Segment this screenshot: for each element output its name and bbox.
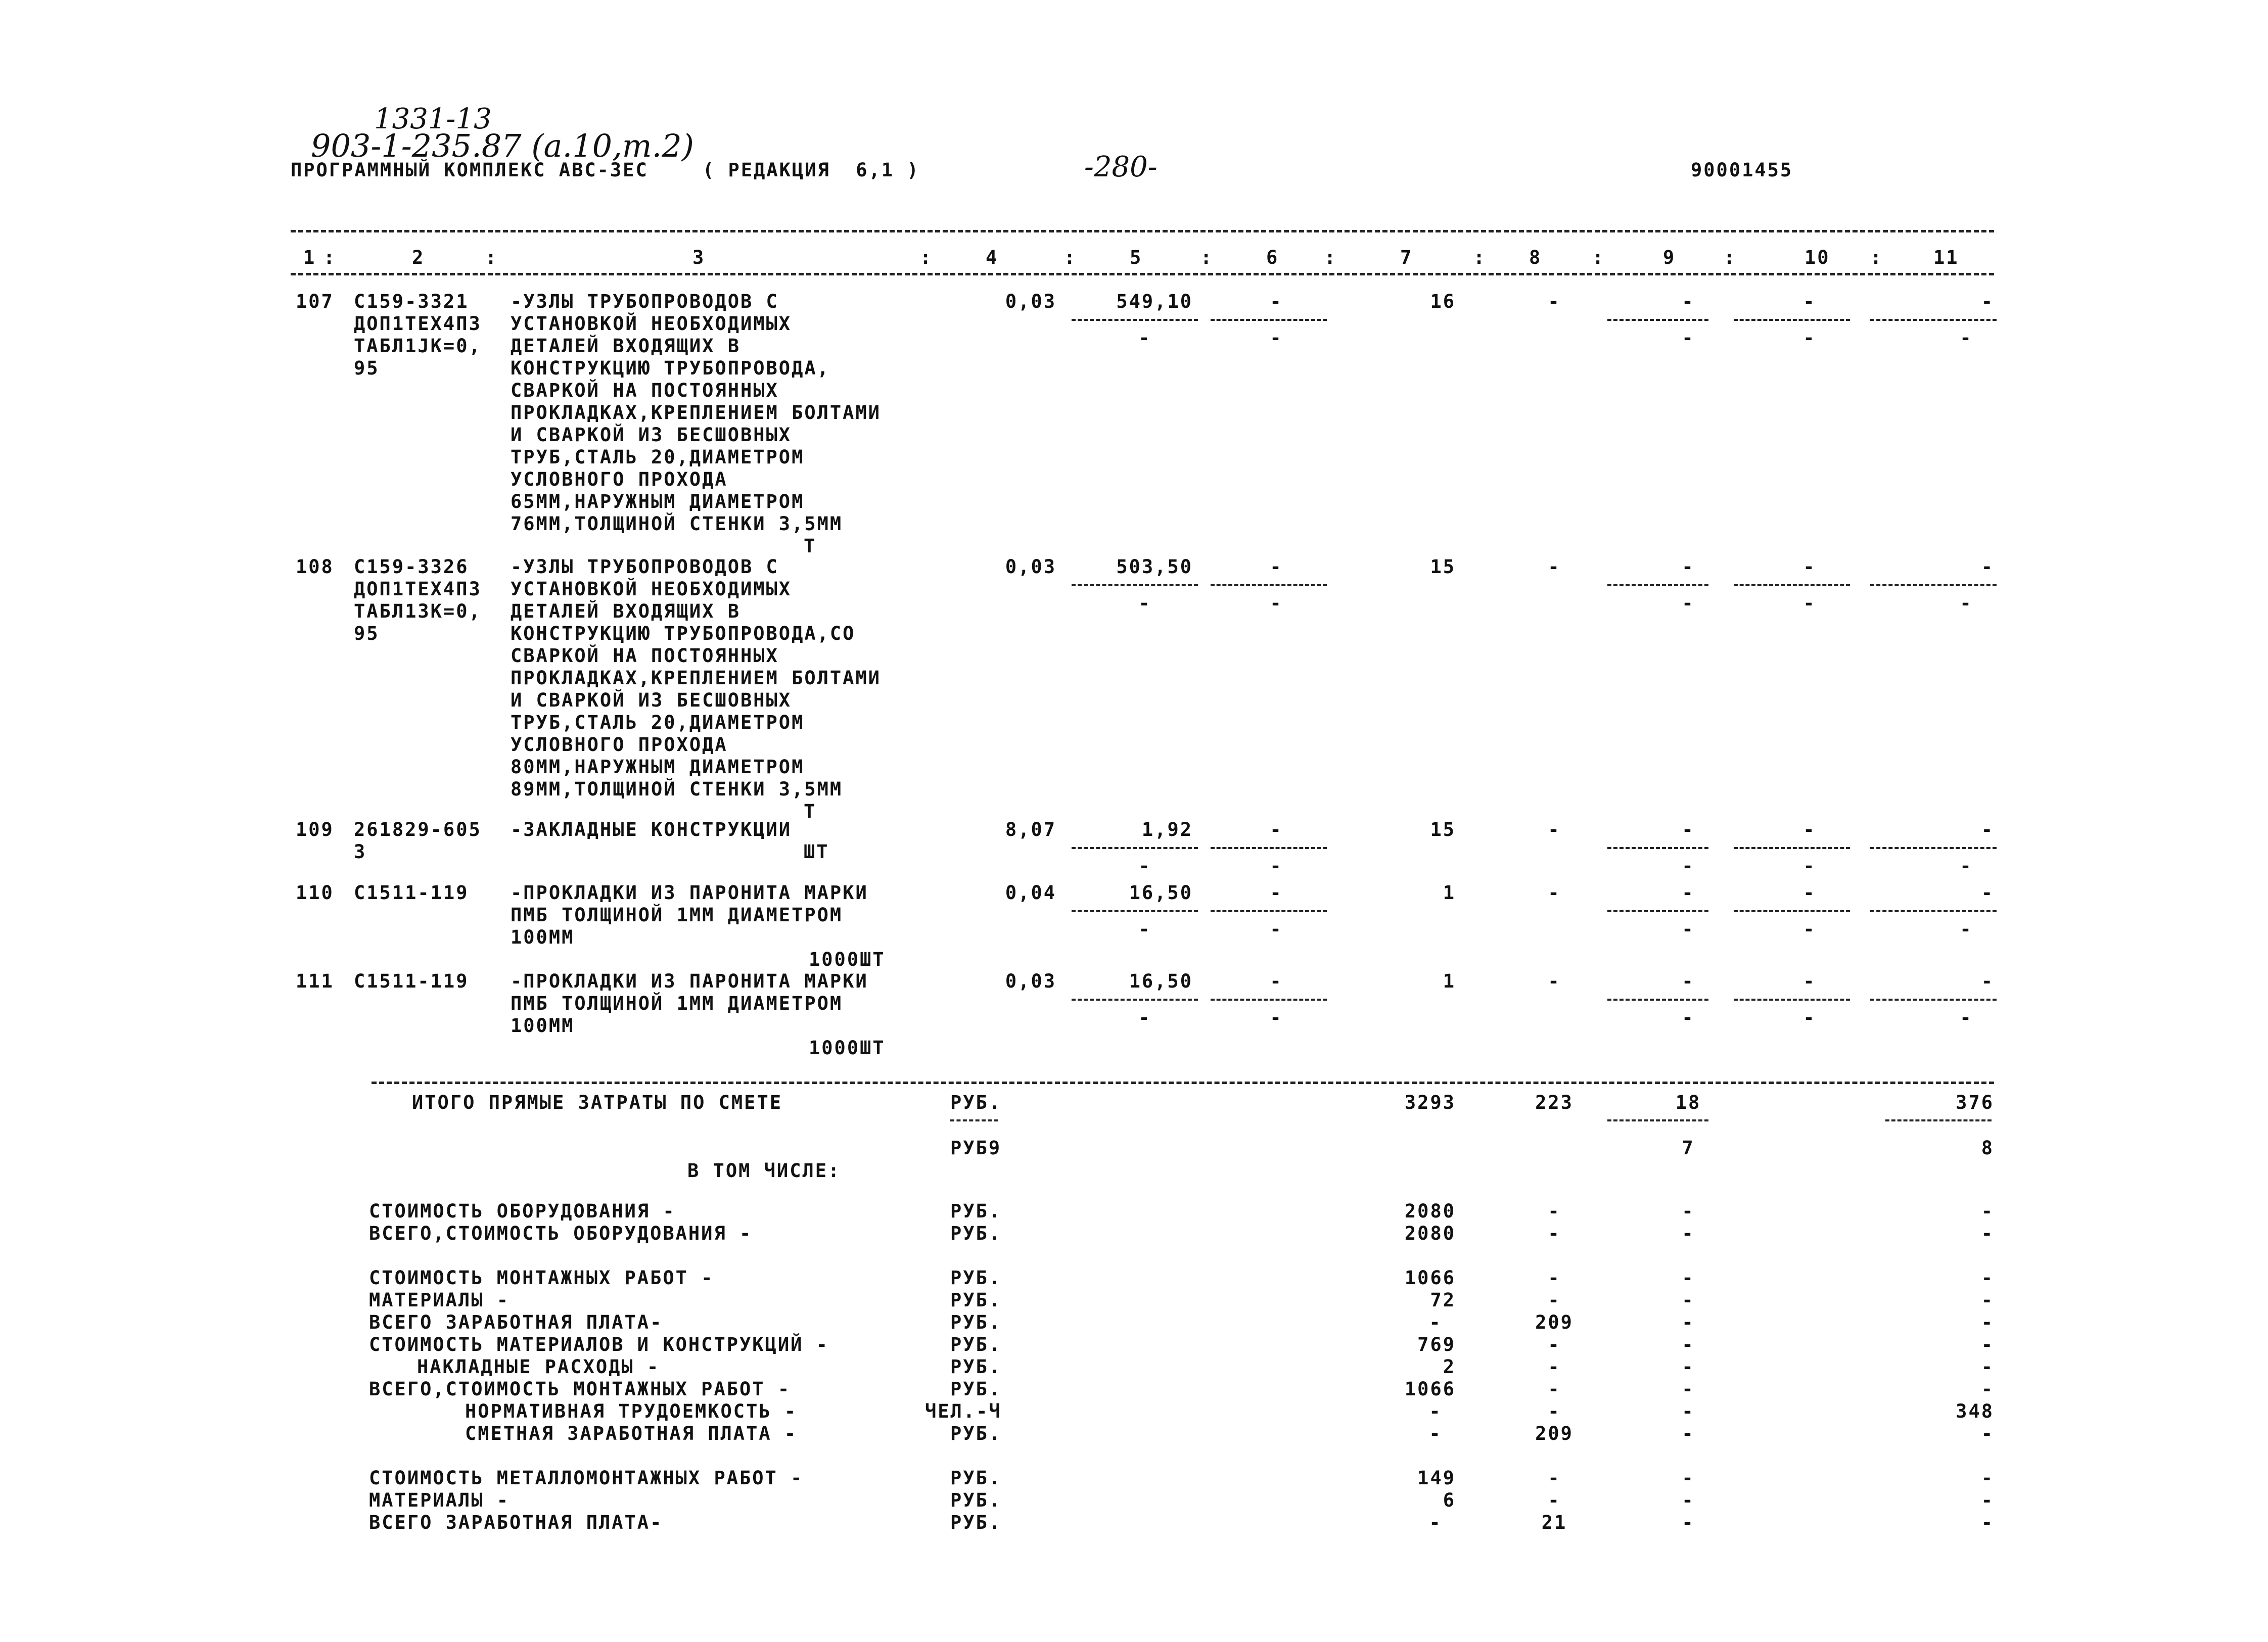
item-description: -ПРОКЛАДКИ ИЗ ПАРОНИТА МАРКИ bbox=[511, 882, 868, 904]
summary-label: ВСЕГО ЗАРАБОТНАЯ ПЛАТА- bbox=[369, 1512, 663, 1533]
summary-col7: 2080 bbox=[1404, 1223, 1456, 1244]
col5-sub: - bbox=[1138, 327, 1151, 349]
col5-sub: - bbox=[1138, 918, 1151, 940]
col9-sub: - bbox=[1682, 327, 1695, 349]
col9-sub: - bbox=[1682, 918, 1695, 940]
column-header-9: 9 bbox=[1663, 247, 1676, 268]
col11-value: - bbox=[1981, 291, 1994, 312]
column-separator: : bbox=[1870, 247, 1883, 268]
col11-value: - bbox=[1981, 556, 1994, 578]
summary-col7: 1066 bbox=[1404, 1267, 1456, 1289]
totals-rule bbox=[372, 1082, 1994, 1084]
item-description: ПРОКЛАДКАХ,КРЕПЛЕНИЕМ БОЛТАМИ bbox=[511, 667, 882, 689]
summary-label: СТОИМОСТЬ ОБОРУДОВАНИЯ - bbox=[369, 1200, 676, 1222]
total-col8: 223 bbox=[1535, 1092, 1573, 1113]
column-header-2: 2 bbox=[412, 247, 425, 268]
col10-sub: - bbox=[1803, 918, 1816, 940]
summary-unit: РУБ. bbox=[950, 1378, 1002, 1400]
summary-label: НАКЛАДНЫЕ РАСХОДЫ - bbox=[417, 1356, 660, 1378]
summary-unit: РУБ. bbox=[950, 1289, 1002, 1311]
column-header-8: 8 bbox=[1529, 247, 1542, 268]
col10-value: - bbox=[1803, 556, 1816, 578]
col5-price: 503,50 bbox=[1116, 556, 1193, 578]
column-separator: : bbox=[1724, 247, 1737, 268]
col8-value: - bbox=[1548, 882, 1561, 904]
col10-value: - bbox=[1803, 970, 1816, 992]
item-unit: Т bbox=[804, 801, 817, 822]
summary-col8: - bbox=[1548, 1378, 1561, 1400]
summary-col11: - bbox=[1981, 1423, 1994, 1444]
col4-quantity: 0,03 bbox=[1005, 970, 1056, 992]
summary-col8: - bbox=[1548, 1467, 1561, 1489]
total-dash bbox=[1607, 1119, 1708, 1121]
total-col11-sub: 8 bbox=[1981, 1137, 1994, 1159]
item-number: 111 bbox=[296, 970, 334, 992]
summary-unit: РУБ. bbox=[950, 1200, 1002, 1222]
col5-price: 16,50 bbox=[1129, 970, 1193, 992]
item-number: 110 bbox=[296, 882, 334, 904]
summary-col8: 21 bbox=[1541, 1512, 1567, 1533]
summary-label: СТОИМОСТЬ МЕТАЛЛОМОНТАЖНЫХ РАБОТ - bbox=[369, 1467, 804, 1489]
column-header-3: 3 bbox=[692, 247, 706, 268]
summary-label: МАТЕРИАЛЫ - bbox=[369, 1489, 510, 1511]
col11-sub: - bbox=[1960, 327, 1973, 349]
summary-col9: - bbox=[1682, 1311, 1695, 1333]
column-header-4: 4 bbox=[986, 247, 999, 268]
subtotal-dash bbox=[1607, 847, 1708, 849]
summary-col7: 149 bbox=[1417, 1467, 1456, 1489]
summary-col7: 1066 bbox=[1404, 1378, 1456, 1400]
item-description: 100ММ bbox=[511, 1015, 575, 1037]
item-description: И СВАРКОЙ ИЗ БЕСШОВНЫХ bbox=[511, 689, 792, 711]
item-code: С159-3321 bbox=[354, 291, 469, 312]
col8-value: - bbox=[1548, 556, 1561, 578]
item-code: 95 bbox=[354, 357, 380, 379]
summary-col8: 209 bbox=[1535, 1423, 1573, 1444]
summary-col8: 209 bbox=[1535, 1311, 1573, 1333]
summary-col8: - bbox=[1548, 1356, 1561, 1378]
column-separator: : bbox=[1200, 247, 1214, 268]
col11-sub: - bbox=[1960, 918, 1973, 940]
item-unit: 1000ШТ bbox=[809, 949, 886, 970]
col9-value: - bbox=[1682, 819, 1695, 840]
item-description: -УЗЛЫ ТРУБОПРОВОДОВ С bbox=[511, 556, 779, 578]
subtotal-dash bbox=[1072, 847, 1198, 849]
summary-label: СМЕТНАЯ ЗАРАБОТНАЯ ПЛАТА - bbox=[465, 1423, 798, 1444]
summary-col7: 6 bbox=[1443, 1489, 1456, 1511]
col4-quantity: 8,07 bbox=[1005, 819, 1056, 840]
col9-sub: - bbox=[1682, 1007, 1695, 1028]
col9-sub: - bbox=[1682, 855, 1695, 877]
total-col9: 18 bbox=[1675, 1092, 1701, 1113]
summary-col8: - bbox=[1548, 1200, 1561, 1222]
item-code: 3 bbox=[354, 841, 367, 863]
item-description: 100ММ bbox=[511, 926, 575, 948]
column-header-11: 11 bbox=[1933, 247, 1959, 268]
column-separator: : bbox=[485, 247, 498, 268]
item-description: 76ММ,ТОЛЩИНОЙ СТЕНКИ 3,5ММ bbox=[511, 513, 843, 535]
summary-col7: 2 bbox=[1443, 1356, 1456, 1378]
subtotal-dash bbox=[1734, 847, 1850, 849]
summary-col7: 2080 bbox=[1404, 1200, 1456, 1222]
summary-unit: ЧЕЛ.-Ч bbox=[925, 1400, 1002, 1422]
item-description: 89ММ,ТОЛЩИНОЙ СТЕНКИ 3,5ММ bbox=[511, 778, 843, 800]
col11-value: - bbox=[1981, 970, 1994, 992]
col6-value: - bbox=[1270, 819, 1283, 840]
summary-unit: РУБ. bbox=[950, 1223, 1002, 1244]
col11-sub: - bbox=[1960, 1007, 1973, 1028]
summary-col7: - bbox=[1429, 1512, 1442, 1533]
subtotal-dash bbox=[1870, 847, 1997, 849]
column-header-7: 7 bbox=[1400, 247, 1413, 268]
edition-label: ( РЕДАКЦИЯ 6,1 ) bbox=[703, 159, 920, 181]
column-separator: : bbox=[1064, 247, 1077, 268]
total-dash bbox=[1885, 1119, 1992, 1121]
summary-unit: РУБ. bbox=[950, 1267, 1002, 1289]
subtotal-dash bbox=[1072, 584, 1198, 586]
col9-value: - bbox=[1682, 291, 1695, 312]
program-title: ПРОГРАММНЫЙ КОМПЛЕКС АВС-ЗЕС bbox=[291, 159, 649, 181]
col7-total: 15 bbox=[1430, 556, 1456, 578]
item-code: ТАБЛ1ЈК=0, bbox=[354, 335, 482, 357]
subtotal-dash bbox=[1211, 319, 1327, 321]
col7-total: 1 bbox=[1443, 970, 1456, 992]
item-number: 107 bbox=[296, 291, 334, 312]
summary-label: МАТЕРИАЛЫ - bbox=[369, 1289, 510, 1311]
header-rule-top bbox=[291, 230, 1994, 232]
summary-col7: - bbox=[1429, 1423, 1442, 1444]
summary-label: ВСЕГО ЗАРАБОТНАЯ ПЛАТА- bbox=[369, 1311, 663, 1333]
subtotal-dash bbox=[1211, 584, 1327, 586]
subtotal-dash bbox=[1870, 910, 1997, 912]
item-description: УСТАНОВКОЙ НЕОБХОДИМЫХ bbox=[511, 313, 792, 335]
subtotal-dash bbox=[1211, 910, 1327, 912]
item-description: УСЛОВНОГО ПРОХОДА bbox=[511, 734, 728, 756]
summary-label: СТОИМОСТЬ МАТЕРИАЛОВ И КОНСТРУКЦИЙ - bbox=[369, 1334, 829, 1355]
col5-price: 16,50 bbox=[1129, 882, 1193, 904]
summary-col9: - bbox=[1682, 1267, 1695, 1289]
item-description: ДЕТАЛЕЙ ВХОДЯЩИХ В bbox=[511, 335, 740, 357]
summary-col9: - bbox=[1682, 1400, 1695, 1422]
summary-col11: - bbox=[1981, 1289, 1994, 1311]
col10-value: - bbox=[1803, 291, 1816, 312]
summary-label: НОРМАТИВНАЯ ТРУДОЕМКОСТЬ - bbox=[465, 1400, 798, 1422]
col11-sub: - bbox=[1960, 592, 1973, 614]
column-separator: : bbox=[1324, 247, 1337, 268]
subtotal-dash bbox=[1607, 910, 1708, 912]
subtotal-dash bbox=[1072, 319, 1198, 321]
item-description: -ЗАКЛАДНЫЕ КОНСТРУКЦИИ bbox=[511, 819, 792, 840]
total-label: ИТОГО ПРЯМЫЕ ЗАТРАТЫ ПО СМЕТЕ bbox=[412, 1092, 783, 1113]
subtotal-dash bbox=[1072, 910, 1198, 912]
item-code: С1511-119 bbox=[354, 970, 469, 992]
column-header-1: 1 bbox=[303, 247, 316, 268]
col6-value: - bbox=[1270, 556, 1283, 578]
summary-col11: - bbox=[1981, 1467, 1994, 1489]
summary-col9: - bbox=[1682, 1489, 1695, 1511]
summary-label: СТОИМОСТЬ МОНТАЖНЫХ РАБОТ - bbox=[369, 1267, 714, 1289]
col6-value: - bbox=[1270, 291, 1283, 312]
handwritten-ref-top: 1331-13 bbox=[374, 103, 492, 135]
col5-price: 1,92 bbox=[1141, 819, 1193, 840]
col6-sub: - bbox=[1270, 1007, 1283, 1028]
subtotal-dash bbox=[1734, 999, 1850, 1001]
col8-value: - bbox=[1548, 291, 1561, 312]
item-unit: 1000ШТ bbox=[809, 1037, 886, 1059]
col9-value: - bbox=[1682, 556, 1695, 578]
item-code: ДОП1ТЕХ4ПЗ bbox=[354, 578, 482, 600]
summary-col11: - bbox=[1981, 1512, 1994, 1533]
summary-unit: РУБ. bbox=[950, 1489, 1002, 1511]
handwritten-page-number: -280- bbox=[1084, 151, 1158, 183]
col7-total: 16 bbox=[1430, 291, 1456, 312]
summary-unit: РУБ. bbox=[950, 1356, 1002, 1378]
summary-unit: РУБ. bbox=[950, 1512, 1002, 1533]
col9-sub: - bbox=[1682, 592, 1695, 614]
item-code: 261829-605 bbox=[354, 819, 482, 840]
item-unit: Т bbox=[804, 535, 817, 557]
item-number: 108 bbox=[296, 556, 334, 578]
summary-unit: РУБ. bbox=[950, 1467, 1002, 1489]
item-description: -ПРОКЛАДКИ ИЗ ПАРОНИТА МАРКИ bbox=[511, 970, 868, 992]
column-header-10: 10 bbox=[1804, 247, 1830, 268]
col10-sub: - bbox=[1803, 327, 1816, 349]
subtotal-dash bbox=[1870, 319, 1997, 321]
subtotal-dash bbox=[1734, 319, 1850, 321]
summary-label: ВСЕГО,СТОИМОСТЬ МОНТАЖНЫХ РАБОТ - bbox=[369, 1378, 791, 1400]
item-description: 65ММ,НАРУЖНЫМ ДИАМЕТРОМ bbox=[511, 491, 805, 512]
col9-value: - bbox=[1682, 882, 1695, 904]
summary-col8: - bbox=[1548, 1400, 1561, 1422]
item-description: ТРУБ,СТАЛЬ 20,ДИАМЕТРОМ bbox=[511, 446, 805, 468]
column-separator: : bbox=[1592, 247, 1605, 268]
including-label: В ТОМ ЧИСЛЕ: bbox=[687, 1160, 841, 1182]
unit-dash bbox=[950, 1119, 998, 1121]
item-code: С1511-119 bbox=[354, 882, 469, 904]
summary-col9: - bbox=[1682, 1423, 1695, 1444]
col8-value: - bbox=[1548, 819, 1561, 840]
item-code: 95 bbox=[354, 623, 380, 644]
summary-col9: - bbox=[1682, 1200, 1695, 1222]
item-unit: ШТ bbox=[804, 841, 829, 863]
total-unit: РУБ. bbox=[950, 1092, 1002, 1113]
subtotal-dash bbox=[1734, 910, 1850, 912]
col10-value: - bbox=[1803, 882, 1816, 904]
subtotal-dash bbox=[1870, 584, 1997, 586]
summary-col9: - bbox=[1682, 1356, 1695, 1378]
summary-col7: - bbox=[1429, 1400, 1442, 1422]
item-description: ПМБ ТОЛЩИНОЙ 1ММ ДИАМЕТРОМ bbox=[511, 993, 843, 1014]
item-description: СВАРКОЙ НА ПОСТОЯННЫХ bbox=[511, 645, 779, 667]
summary-unit: РУБ. bbox=[950, 1334, 1002, 1355]
handwritten-ref-main: 903-1-235.87 (а.10,т.2) bbox=[311, 127, 694, 164]
summary-col11: - bbox=[1981, 1489, 1994, 1511]
column-header-6: 6 bbox=[1266, 247, 1279, 268]
summary-col9: - bbox=[1682, 1378, 1695, 1400]
total-col9-sub: 7 bbox=[1682, 1137, 1695, 1159]
item-description: 80ММ,НАРУЖНЫМ ДИАМЕТРОМ bbox=[511, 756, 805, 778]
summary-col11: - bbox=[1981, 1223, 1994, 1244]
col6-sub: - bbox=[1270, 327, 1283, 349]
summary-col9: - bbox=[1682, 1512, 1695, 1533]
item-number: 109 bbox=[296, 819, 334, 840]
col5-sub: - bbox=[1138, 592, 1151, 614]
summary-col8: - bbox=[1548, 1489, 1561, 1511]
col8-value: - bbox=[1548, 970, 1561, 992]
col7-total: 15 bbox=[1430, 819, 1456, 840]
col10-value: - bbox=[1803, 819, 1816, 840]
col10-sub: - bbox=[1803, 592, 1816, 614]
item-description: И СВАРКОЙ ИЗ БЕСШОВНЫХ bbox=[511, 424, 792, 446]
col11-value: - bbox=[1981, 819, 1994, 840]
col11-value: - bbox=[1981, 882, 1994, 904]
col10-sub: - bbox=[1803, 1007, 1816, 1028]
col11-sub: - bbox=[1960, 855, 1973, 877]
item-code: С159-3326 bbox=[354, 556, 469, 578]
col4-quantity: 0,03 bbox=[1005, 556, 1056, 578]
total-col11: 376 bbox=[1956, 1092, 1994, 1113]
col9-value: - bbox=[1682, 970, 1695, 992]
header-rule-bottom bbox=[291, 273, 1994, 275]
summary-col9: - bbox=[1682, 1467, 1695, 1489]
summary-col9: - bbox=[1682, 1289, 1695, 1311]
summary-unit: РУБ. bbox=[950, 1311, 1002, 1333]
col4-quantity: 0,03 bbox=[1005, 291, 1056, 312]
summary-col8: - bbox=[1548, 1289, 1561, 1311]
col6-sub: - bbox=[1270, 855, 1283, 877]
summary-col11: - bbox=[1981, 1334, 1994, 1355]
summary-col11: - bbox=[1981, 1378, 1994, 1400]
column-separator: : bbox=[920, 247, 933, 268]
item-code: ДОП1ТЕХ4ПЗ bbox=[354, 313, 482, 335]
col5-price: 549,10 bbox=[1116, 291, 1193, 312]
summary-col8: - bbox=[1548, 1267, 1561, 1289]
total-col7: 3293 bbox=[1404, 1092, 1456, 1113]
summary-col11: - bbox=[1981, 1267, 1994, 1289]
col4-quantity: 0,04 bbox=[1005, 882, 1056, 904]
document-code: 90001455 bbox=[1691, 159, 1793, 181]
summary-col11: 348 bbox=[1956, 1400, 1994, 1422]
subtotal-dash bbox=[1211, 999, 1327, 1001]
summary-unit: РУБ. bbox=[950, 1423, 1002, 1444]
column-separator: : bbox=[1473, 247, 1487, 268]
col6-value: - bbox=[1270, 970, 1283, 992]
item-code: ТАБЛ1ЗК=0, bbox=[354, 600, 482, 622]
summary-col11: - bbox=[1981, 1311, 1994, 1333]
col6-value: - bbox=[1270, 882, 1283, 904]
col10-sub: - bbox=[1803, 855, 1816, 877]
subtotal-dash bbox=[1734, 584, 1850, 586]
item-description: КОНСТРУКЦИЮ ТРУБОПРОВОДА, bbox=[511, 357, 830, 379]
summary-col11: - bbox=[1981, 1356, 1994, 1378]
col6-sub: - bbox=[1270, 592, 1283, 614]
summary-label: ВСЕГО,СТОИМОСТЬ ОБОРУДОВАНИЯ - bbox=[369, 1223, 753, 1244]
col6-sub: - bbox=[1270, 918, 1283, 940]
subtotal-dash bbox=[1072, 999, 1198, 1001]
summary-col9: - bbox=[1682, 1223, 1695, 1244]
summary-col9: - bbox=[1682, 1334, 1695, 1355]
item-description: ДЕТАЛЕЙ ВХОДЯЩИХ В bbox=[511, 600, 740, 622]
summary-col7: 769 bbox=[1417, 1334, 1456, 1355]
subtotal-dash bbox=[1211, 847, 1327, 849]
summary-col7: - bbox=[1429, 1311, 1442, 1333]
item-description: -УЗЛЫ ТРУБОПРОВОДОВ С bbox=[511, 291, 779, 312]
summary-col8: - bbox=[1548, 1334, 1561, 1355]
column-header-5: 5 bbox=[1130, 247, 1143, 268]
col5-sub: - bbox=[1138, 855, 1151, 877]
total-unit-2: РУБ9 bbox=[950, 1137, 1002, 1159]
summary-col11: - bbox=[1981, 1200, 1994, 1222]
col7-total: 1 bbox=[1443, 882, 1456, 904]
summary-col8: - bbox=[1548, 1223, 1561, 1244]
item-description: ПМБ ТОЛЩИНОЙ 1ММ ДИАМЕТРОМ bbox=[511, 904, 843, 926]
subtotal-dash bbox=[1870, 999, 1997, 1001]
subtotal-dash bbox=[1607, 999, 1708, 1001]
subtotal-dash bbox=[1607, 319, 1708, 321]
column-separator: : bbox=[323, 247, 337, 268]
subtotal-dash bbox=[1607, 584, 1708, 586]
item-description: УСТАНОВКОЙ НЕОБХОДИМЫХ bbox=[511, 578, 792, 600]
item-description: СВАРКОЙ НА ПОСТОЯННЫХ bbox=[511, 380, 779, 401]
item-description: КОНСТРУКЦИЮ ТРУБОПРОВОДА,СО bbox=[511, 623, 856, 644]
item-description: ПРОКЛАДКАХ,КРЕПЛЕНИЕМ БОЛТАМИ bbox=[511, 402, 882, 424]
col5-sub: - bbox=[1138, 1007, 1151, 1028]
item-description: УСЛОВНОГО ПРОХОДА bbox=[511, 468, 728, 490]
summary-col7: 72 bbox=[1430, 1289, 1456, 1311]
item-description: ТРУБ,СТАЛЬ 20,ДИАМЕТРОМ bbox=[511, 712, 805, 733]
